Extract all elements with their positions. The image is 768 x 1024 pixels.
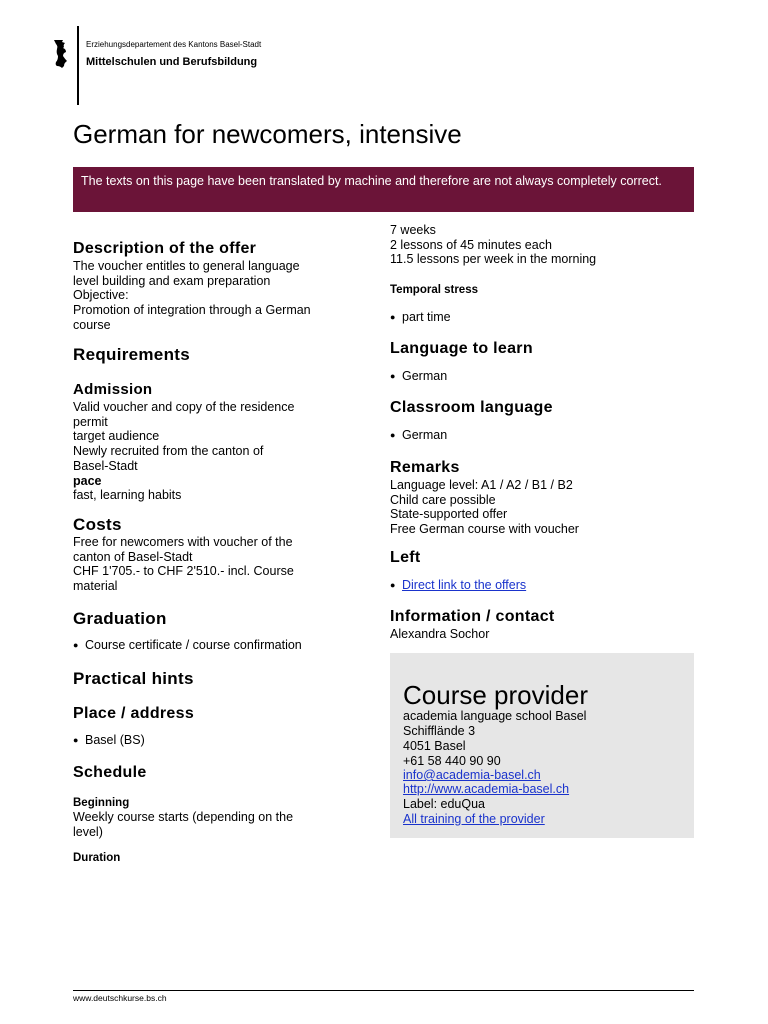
admission-line: permit	[73, 414, 108, 429]
classroom-language-section	[390, 398, 660, 443]
basel-coat-of-arms-icon	[48, 38, 70, 72]
remarks-line: State-supported offer	[390, 507, 508, 522]
costs-heading: Costs	[73, 515, 122, 534]
provider-city: 4051 Basel	[403, 739, 466, 753]
admission-line: Basel-Stadt	[73, 458, 138, 473]
costs-line: Free for newcomers with voucher of the	[73, 535, 293, 549]
language-to-learn-item	[390, 369, 660, 384]
language-to-learn-heading: Language to learn	[390, 340, 533, 357]
graduation-item	[73, 638, 343, 653]
remarks-line: Free German course with voucher	[390, 522, 579, 537]
remarks-section	[390, 458, 660, 537]
duration-line: 7 weeks	[390, 223, 436, 237]
graduation-item-label: Course certificate / course confirmation	[85, 638, 302, 652]
admission-line: Newly recruited from the canton of	[73, 444, 264, 459]
machine-translation-notice: The texts on this page have been translated by machine and therefore are not always completely correct.	[73, 167, 694, 212]
place-item	[73, 733, 343, 748]
provider-email-link[interactable]: info@academia-basel.ch	[403, 768, 541, 782]
bullet-icon: ●	[73, 735, 79, 745]
duration-label: Duration	[73, 852, 121, 865]
duration-line: 2 lessons of 45 minutes each	[390, 237, 552, 252]
provider-name: academia language school Basel	[403, 709, 587, 723]
place-section	[73, 704, 343, 748]
description-line: level building and exam preparation	[73, 273, 271, 288]
remarks-line: Language level: A1 / A2 / B1 / B2	[390, 478, 573, 492]
offers-link-item	[390, 578, 660, 593]
description-section	[73, 239, 343, 333]
provider-street: Schifflände 3	[403, 724, 476, 738]
bullet-icon: ●	[73, 640, 79, 650]
pace-label: pace	[73, 473, 102, 488]
header-divider	[77, 26, 79, 105]
temporal-stress-section	[390, 283, 660, 325]
costs-line: CHF 1'705.- to CHF 2'510.- incl. Course	[73, 564, 294, 579]
provider-website-link[interactable]: http://www.academia-basel.ch	[403, 782, 570, 796]
footer-divider	[73, 990, 694, 991]
temporal-stress-item-label: part time	[402, 310, 451, 324]
costs-section	[73, 515, 343, 594]
admission-line: target audience	[73, 429, 160, 444]
bullet-icon: ●	[390, 580, 396, 590]
description-line: Objective:	[73, 288, 129, 303]
duration-line: 11.5 lessons per week in the morning	[390, 252, 597, 267]
practical-hints-heading: Practical hints	[73, 669, 194, 688]
classroom-language-heading: Classroom language	[390, 399, 553, 416]
left-heading: Left	[390, 549, 421, 566]
admission-section	[73, 380, 343, 503]
schedule-heading: Schedule	[73, 764, 147, 781]
duration-details	[390, 223, 660, 267]
costs-line: material	[73, 579, 118, 594]
admission-line: Valid voucher and copy of the residence	[73, 400, 295, 414]
temporal-stress-item	[390, 310, 660, 325]
remarks-line: Child care possible	[390, 492, 496, 507]
classroom-language-item	[390, 428, 660, 443]
admission-heading: Admission	[73, 381, 153, 398]
footer-url: www.deutschkurse.bs.ch	[73, 993, 167, 1003]
classroom-language-item-label: German	[402, 428, 448, 442]
remarks-heading: Remarks	[390, 459, 460, 476]
bullet-icon: ●	[390, 312, 396, 322]
beginning-line: level)	[73, 824, 103, 839]
page-title: German for newcomers, intensive	[73, 119, 462, 149]
place-heading: Place / address	[73, 705, 195, 722]
subdepartment-name: Mittelschulen und Berufsbildung	[86, 56, 258, 68]
requirements-heading: Requirements	[73, 345, 190, 364]
temporal-stress-heading: Temporal stress	[390, 284, 478, 296]
bullet-icon: ●	[390, 371, 396, 381]
language-to-learn-section	[390, 339, 660, 384]
left-section	[390, 548, 660, 593]
description-line: The voucher entitles to general language	[73, 259, 300, 273]
language-to-learn-item-label: German	[402, 369, 448, 383]
schedule-section	[73, 763, 343, 865]
contact-heading: Information / contact	[390, 608, 555, 625]
provider-phone: +61 58 440 90 90	[403, 754, 501, 768]
course-provider-title: Course provider	[403, 680, 588, 710]
contact-section	[390, 607, 660, 642]
beginning-label: Beginning	[73, 797, 130, 809]
graduation-heading: Graduation	[73, 609, 167, 628]
description-line: Promotion of integration through a German	[73, 303, 311, 318]
beginning-line: Weekly course starts (depending on the	[73, 810, 294, 824]
course-provider-box	[390, 653, 694, 838]
all-training-link[interactable]: All training of the provider	[403, 812, 545, 826]
pace-value: fast, learning habits	[73, 488, 182, 503]
description-heading: Description of the offer	[73, 240, 257, 257]
description-line: course	[73, 317, 111, 332]
provider-label: Label: eduQua	[403, 797, 486, 811]
graduation-section	[73, 609, 343, 653]
bullet-icon: ●	[390, 430, 396, 440]
contact-name: Alexandra Sochor	[390, 627, 490, 641]
place-item-label: Basel (BS)	[85, 733, 145, 747]
costs-line: canton of Basel-Stadt	[73, 549, 193, 564]
department-name: Erziehungsdepartement des Kantons Basel-Stadt	[86, 40, 262, 49]
direct-link-to-offers[interactable]: Direct link to the offers	[402, 578, 527, 592]
